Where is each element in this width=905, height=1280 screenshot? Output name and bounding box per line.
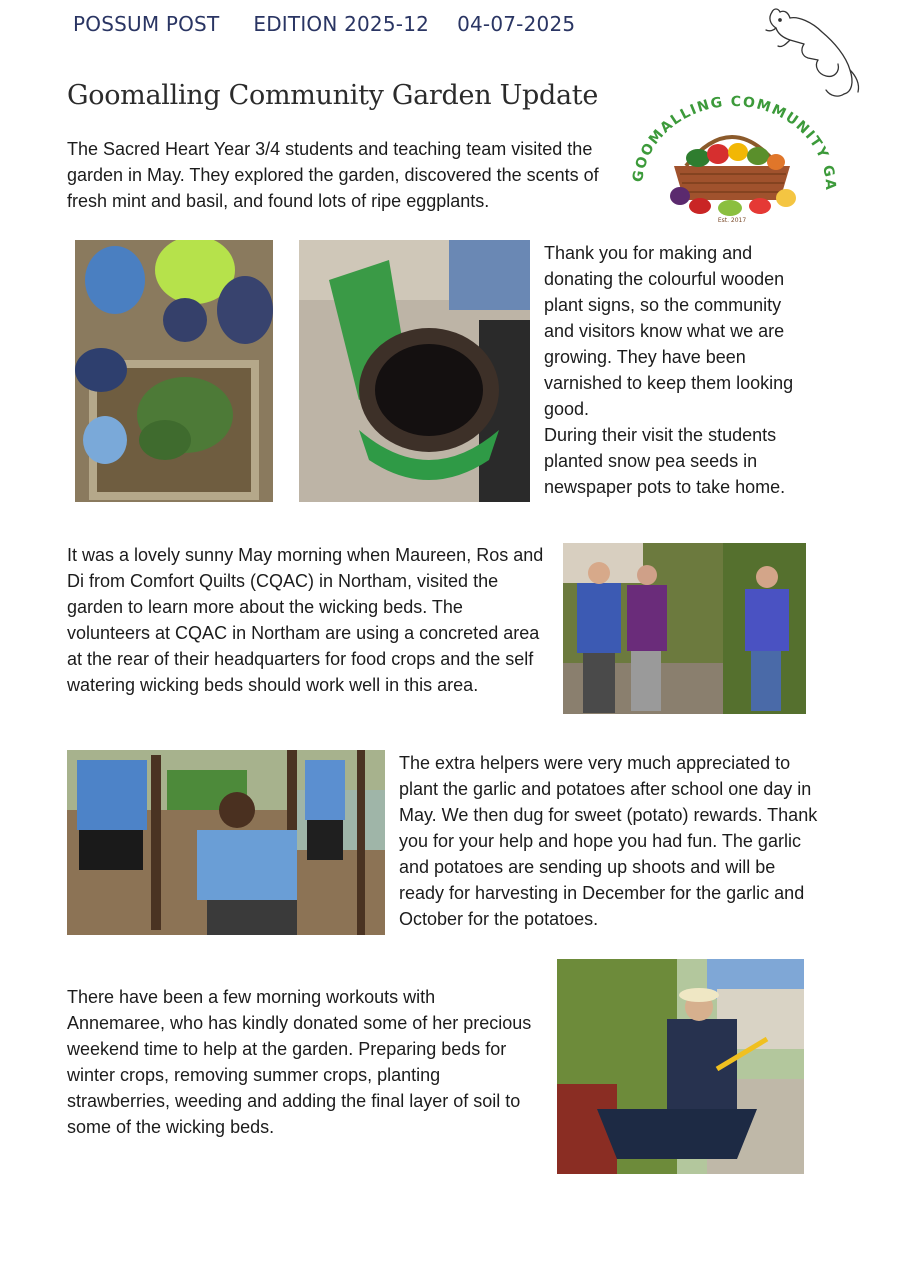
thanks-paragraph (544, 240, 812, 500)
article-title: Goomalling Community Garden Update (67, 80, 599, 111)
publication-name: POSSUM POST (73, 12, 220, 36)
workouts-paragraph: There have been a few morning workouts with Annemaree, who has kindly donated some of her precious weekend time to help at the garden. Preparing beds for winter crops, removing summer crops, planting strawberries, weeding and adding the final layer of soil to some of the wicking beds. (67, 987, 532, 1137)
edition-date: 04-07-2025 (457, 12, 576, 36)
community-garden-logo (620, 88, 845, 228)
cqac-paragraph: It was a lovely sunny May morning when Maureen, Ros and Di from Comfort Quilts (CQAC) in Northam, visited the garden to learn more about the wicking beds. The volunteers at CQAC in Northam are using a concreted area at the rear of their headquarters for food crops and the self watering wicking beds should work well in this area. (67, 545, 544, 695)
cqac-volunteers-photo (563, 543, 806, 714)
thanks-text: Thank you for making and donating the colourful wooden plant signs, so the community and visitors know what we are growing. They have been varnished to keep them looking good. (544, 243, 794, 419)
planting-garlic-photo (67, 750, 385, 935)
intro-paragraph: The Sacred Heart Year 3/4 students and teaching team visited the garden in May. They explored the garden, discovered the scents of fresh mint and basil, and found lots of ripe eggplants. (67, 139, 599, 211)
helpers-paragraph: The extra helpers were very much appreciated to plant the garlic and potatoes after school one day in May. We then dug for sweet (potato) rewards. Thank you for your help and hope you had fun. The garlic and potatoes are sending up shoots and will be ready for harvesting in December for the garlic and October for the potatoes. (399, 753, 818, 929)
svg-text:Est. 2017: Est. 2017 (717, 217, 747, 224)
svg-text:GOOMALLING COMMUNITY GARDEN: GOOMALLING COMMUNITY GA (630, 93, 839, 192)
edition-number: EDITION 2025-12 (253, 12, 430, 36)
students-eggplant-photo (75, 240, 273, 502)
newsletter-header (73, 12, 575, 36)
annemaree-wheelbarrow-photo (557, 959, 804, 1174)
newspaper-pot-photo (299, 240, 530, 502)
visit-text: During their visit the students planted snow pea seeds in newspaper pots to take home. (544, 425, 786, 497)
